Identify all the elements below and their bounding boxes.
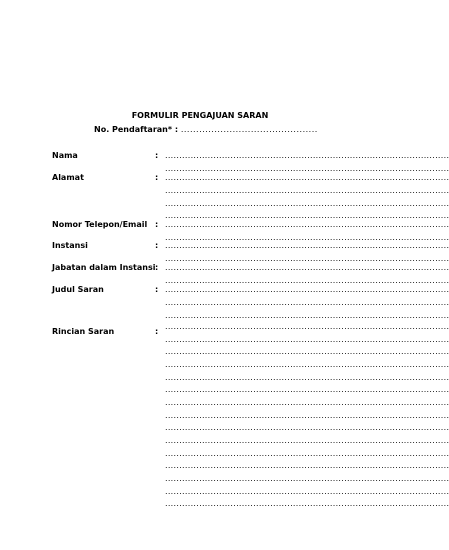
colon: :: [155, 220, 159, 229]
label-nama: Nama: [52, 151, 78, 160]
colon: :: [155, 327, 159, 336]
label-alamat: Alamat: [52, 173, 84, 182]
fill-line: ....................................................................................................: [165, 173, 449, 182]
fill-line: ....................................................................................................: [165, 411, 449, 420]
fill-line: ....................................................................................................: [165, 164, 449, 173]
fill-line: ....................................................................................................: [165, 298, 449, 307]
colon: :: [155, 151, 159, 160]
fill-line: ....................................................................................................: [165, 474, 449, 483]
fill-line: ....................................................................................................: [165, 449, 449, 458]
colon: :: [155, 241, 159, 250]
colon: :: [155, 285, 159, 294]
registration-label: No. Pendaftaran* :: [94, 125, 179, 134]
label-judul-saran: Judul Saran: [52, 285, 104, 294]
form-title: FORMULIR PENGAJUAN SARAN: [131, 111, 269, 120]
colon: :: [155, 173, 159, 182]
fill-line: ....................................................................................................: [165, 335, 449, 344]
fill-line: ....................................................................................................: [165, 263, 449, 272]
fill-line: ....................................................................................................: [165, 423, 449, 432]
fill-line: ....................................................................................................: [165, 499, 449, 508]
fill-line: ....................................................................................................: [165, 347, 449, 356]
fill-line: ....................................................................................................: [165, 151, 449, 160]
registration-number: [94, 125, 318, 134]
colon: :: [155, 263, 159, 272]
label-rincian-saran: Rincian Saran: [52, 327, 115, 336]
fill-line: ....................................................................................................: [165, 360, 449, 369]
fill-line: ....................................................................................................: [165, 285, 449, 294]
registration-value: .............................................: [180, 125, 318, 134]
fill-line: ....................................................................................................: [165, 186, 449, 195]
fill-line: ....................................................................................................: [165, 211, 449, 220]
fill-line: ....................................................................................................: [165, 436, 449, 445]
label-jabatan-dalam-instansi: Jabatan dalam Instansi: [52, 263, 156, 272]
fill-line: ....................................................................................................: [165, 373, 449, 382]
fill-line: ....................................................................................................: [165, 461, 449, 470]
fill-line: ....................................................................................................: [165, 241, 449, 250]
fill-line: ....................................................................................................: [165, 398, 449, 407]
fill-line: ....................................................................................................: [165, 385, 449, 394]
fill-line: ....................................................................................................: [165, 199, 449, 208]
fill-line: ....................................................................................................: [165, 276, 449, 285]
fill-line: ....................................................................................................: [165, 220, 449, 229]
label-instansi: Instansi: [52, 241, 88, 250]
fill-line: ....................................................................................................: [165, 487, 449, 496]
label-nomor-telepon-email: Nomor Telepon/Email: [52, 220, 148, 229]
fill-line: ....................................................................................................: [165, 322, 449, 331]
fill-line: ....................................................................................................: [165, 254, 449, 263]
fill-line: ....................................................................................................: [165, 311, 449, 320]
fill-line: ....................................................................................................: [165, 233, 449, 242]
